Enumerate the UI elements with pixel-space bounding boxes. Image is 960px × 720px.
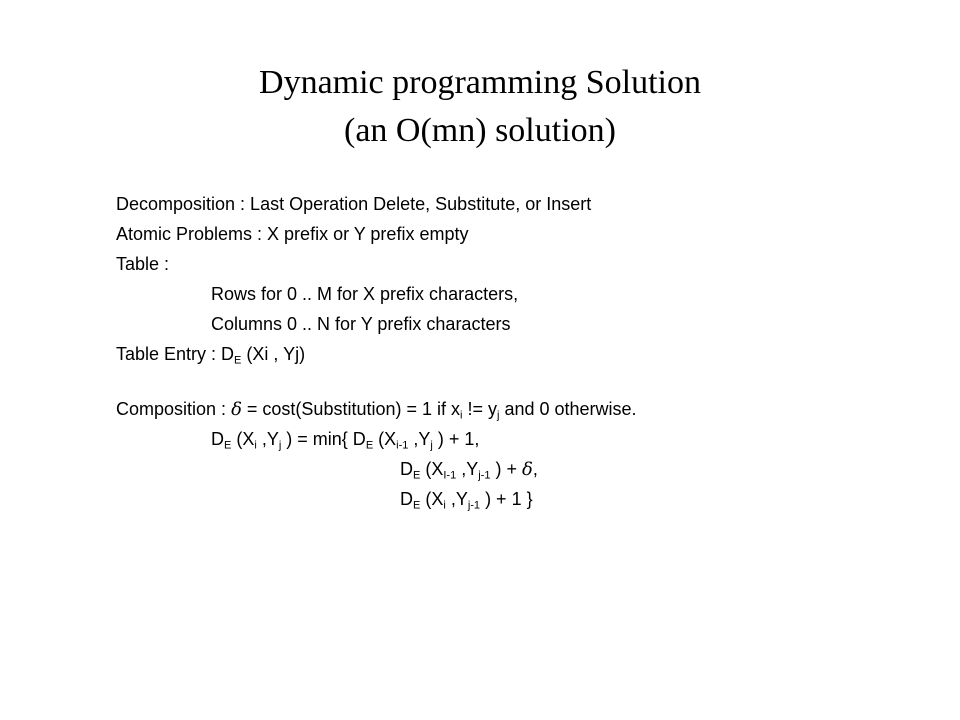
yj-subscript: j bbox=[496, 409, 500, 422]
recurrence-lhs-e: E bbox=[224, 439, 232, 452]
recurrence-r1-close: ) + 1, bbox=[432, 429, 480, 449]
composition-mid: = cost(Substitution) = 1 if x bbox=[241, 399, 461, 419]
composition-end: and 0 otherwise. bbox=[499, 399, 637, 419]
recurrence-r2-i: I-1 bbox=[443, 469, 457, 482]
delta-symbol: δ bbox=[231, 399, 242, 420]
recurrence-lhs-open: (X bbox=[231, 429, 255, 449]
composition-prefix: Composition : bbox=[116, 399, 232, 419]
recurrence-r3-open: (X bbox=[420, 489, 444, 509]
recurrence-r3-close: ) + 1 } bbox=[480, 489, 533, 509]
recurrence-line-3 bbox=[400, 488, 533, 510]
xi-subscript: i bbox=[460, 409, 463, 422]
recurrence-r3-d: D bbox=[400, 489, 413, 509]
delta-symbol: δ bbox=[521, 459, 533, 480]
recurrence-r1-open: (X bbox=[373, 429, 397, 449]
columns-line: Columns 0 .. N for Y prefix characters bbox=[211, 314, 511, 334]
recurrence-r2-d: D bbox=[400, 459, 413, 479]
table-entry-sub: E bbox=[234, 354, 242, 367]
rows-line: Rows for 0 .. M for X prefix characters, bbox=[211, 284, 519, 304]
recurrence-lhs-i: i bbox=[254, 439, 257, 452]
decomposition-line: Decomposition : Last Operation Delete, Substitute, or Insert bbox=[116, 194, 592, 214]
slide-title: Dynamic programming Solution bbox=[259, 64, 701, 101]
recurrence-r3-i: i bbox=[443, 499, 446, 512]
composition-line bbox=[116, 398, 637, 421]
recurrence-r1-i: i-1 bbox=[396, 439, 409, 452]
slide-subtitle: (an O(mn) solution) bbox=[344, 112, 616, 149]
recurrence-line-2 bbox=[400, 458, 538, 481]
atomic-problems-line: Atomic Problems : X prefix or Y prefix empty bbox=[116, 224, 469, 244]
recurrence-lhs-d: D bbox=[211, 429, 224, 449]
recurrence-r2-e: E bbox=[413, 469, 421, 482]
recurrence-r1-e: E bbox=[365, 439, 374, 452]
table-entry-suffix: (Xi , Yj) bbox=[241, 344, 306, 364]
recurrence-lhs-mid: ,Y bbox=[256, 429, 279, 449]
recurrence-r3-e: E bbox=[413, 499, 421, 512]
recurrence-lhs-j: j bbox=[278, 439, 282, 452]
recurrence-r3-j: j-1 bbox=[467, 499, 481, 512]
recurrence-r1-mid: ,Y bbox=[408, 429, 431, 449]
recurrence-lhs-close: ) = min{ D bbox=[281, 429, 366, 449]
table-entry-prefix: Table Entry : D bbox=[116, 344, 235, 364]
table-heading-line: Table : bbox=[116, 254, 170, 274]
recurrence-r2-end: , bbox=[532, 459, 538, 479]
recurrence-r2-j: j-1 bbox=[478, 469, 491, 482]
recurrence-line-1 bbox=[211, 428, 479, 450]
table-entry-line bbox=[116, 343, 305, 365]
recurrence-r2-mid: ,Y bbox=[456, 459, 479, 479]
recurrence-r2-open: (X bbox=[420, 459, 444, 479]
composition-neq: != y bbox=[462, 399, 497, 419]
recurrence-r1-j: j bbox=[430, 439, 433, 452]
recurrence-r2-close: ) + bbox=[490, 459, 522, 479]
recurrence-r3-mid: ,Y bbox=[445, 489, 468, 509]
